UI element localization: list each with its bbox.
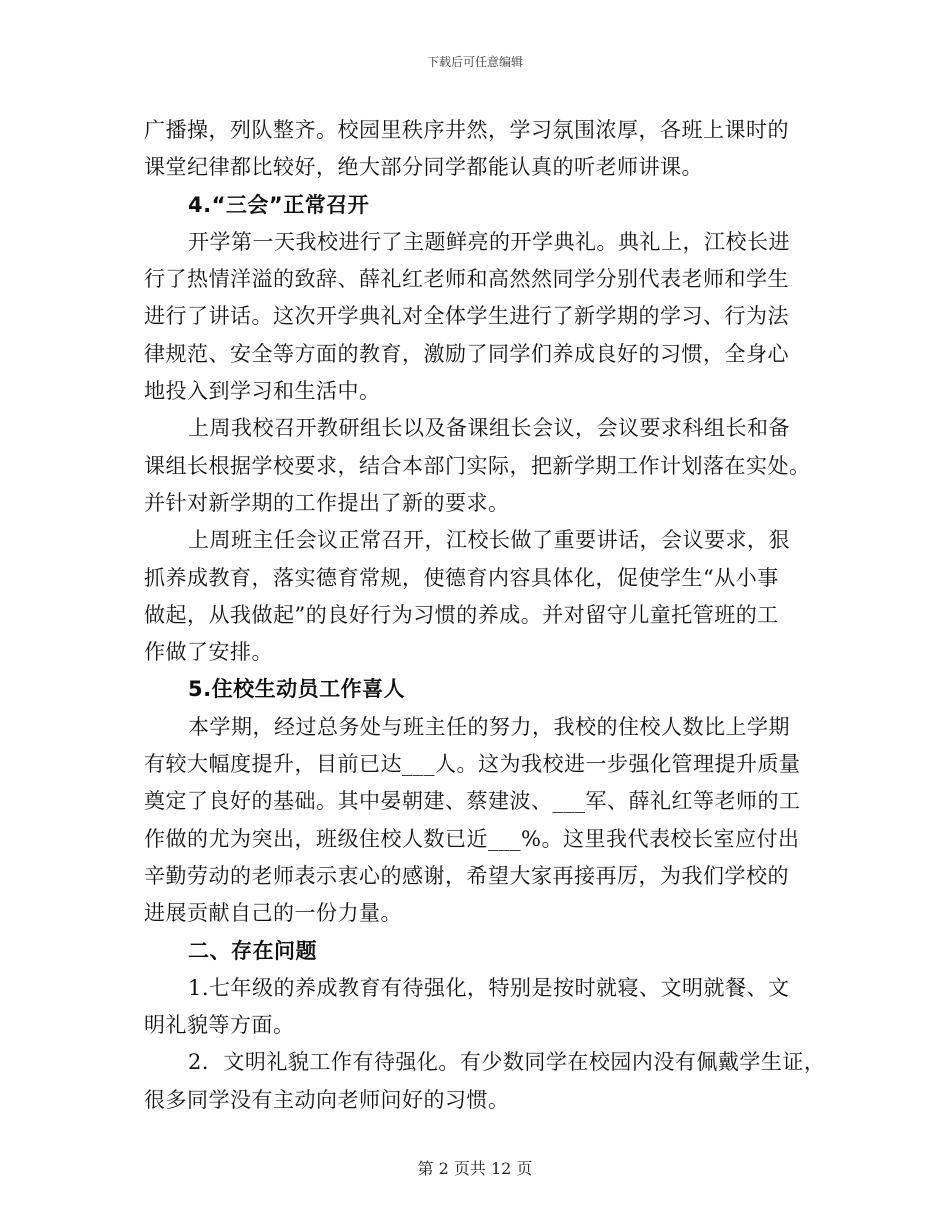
- paragraph-line: 并针对新学期的工作提出了新的要求。: [144, 490, 510, 515]
- paragraph-line: 上周班主任会议正常召开，江校长做了重要讲话，会议要求，狠: [188, 528, 790, 553]
- paragraph-line: 明礼貌等方面。: [144, 1013, 295, 1038]
- paragraph-line: 课堂纪律都比较好，绝大部分同学都能认真的听老师讲课。: [144, 155, 703, 180]
- paragraph-line: 上周我校召开教研组长以及备课组长会议，会议要求科组长和备: [188, 416, 790, 441]
- paragraph-line: 开学第一天我校进行了主题鲜亮的开学典礼。典礼上，江校长进: [188, 229, 790, 254]
- section-heading: 5.住校生动员工作喜人: [188, 677, 406, 702]
- paragraph-line: 课组长根据学校要求，结合本部门实际，把新学期工作计划落在实处。: [144, 453, 811, 478]
- paragraph-line: 1.七年级的养成教育有待强化，特别是按时就寝、文明就餐、文: [188, 975, 790, 1000]
- paragraph-line: 律规范、安全等方面的教育，激励了同学们养成良好的习惯，全身心: [144, 341, 789, 366]
- paragraph-line: 广播操，列队整齐。校园里秩序井然，学习氛围浓厚，各班上课时的: [144, 118, 789, 142]
- section-heading: 二、存在问题: [188, 938, 317, 963]
- paragraph-line: 奠定了良好的基础。其中晏朝建、蔡建波、___军、薛礼红等老师的工: [144, 789, 801, 814]
- paragraph-line: 很多同学没有主动向老师问好的习惯。: [144, 1087, 510, 1112]
- paragraph-line: 进展贡献自己的一份力量。: [144, 901, 402, 926]
- paragraph-line: 作做了安排。: [144, 640, 273, 665]
- page-footer: 第 2 页共 12 页: [417, 1159, 533, 1178]
- paragraph-line: 行了热情洋溢的致辞、薛礼红老师和高然然同学分别代表老师和学生: [144, 267, 789, 292]
- document-body: [144, 112, 826, 1119]
- paragraph-line: 抓养成教育，落实德育常规，使德育内容具体化，促使学生“从小事: [144, 565, 779, 590]
- paragraph-line: 本学期，经过总务处与班主任的努力，我校的住校人数比上学期: [188, 714, 790, 739]
- paragraph-line: 有较大幅度提升，目前已达___人。这为我校进一步强化管理提升质量: [144, 752, 801, 777]
- paragraph-line: 进行了讲话。这次开学典礼对全体学生进行了新学期的学习、行为法: [144, 304, 789, 329]
- paragraph-line: 地投入到学习和生活中。: [144, 379, 381, 404]
- paragraph-line: 辛勤劳动的老师表示衷心的感谢，希望大家再接再厉，为我们学校的: [144, 863, 789, 888]
- paragraph-line: 做起，从我做起”的良好行为习惯的养成。并对留守儿童托管班的工: [144, 602, 779, 627]
- page-header: 下载后可任意编辑: [426, 55, 523, 69]
- paragraph-line: 作做的尤为突出，班级住校人数已近___%。这里我代表校长室应付出: [144, 826, 800, 851]
- paragraph-line: 2．文明礼貌工作有待强化。有少数同学在校园内没有佩戴学生证，: [188, 1050, 826, 1075]
- section-heading: 4.“三会”正常召开: [188, 192, 370, 217]
